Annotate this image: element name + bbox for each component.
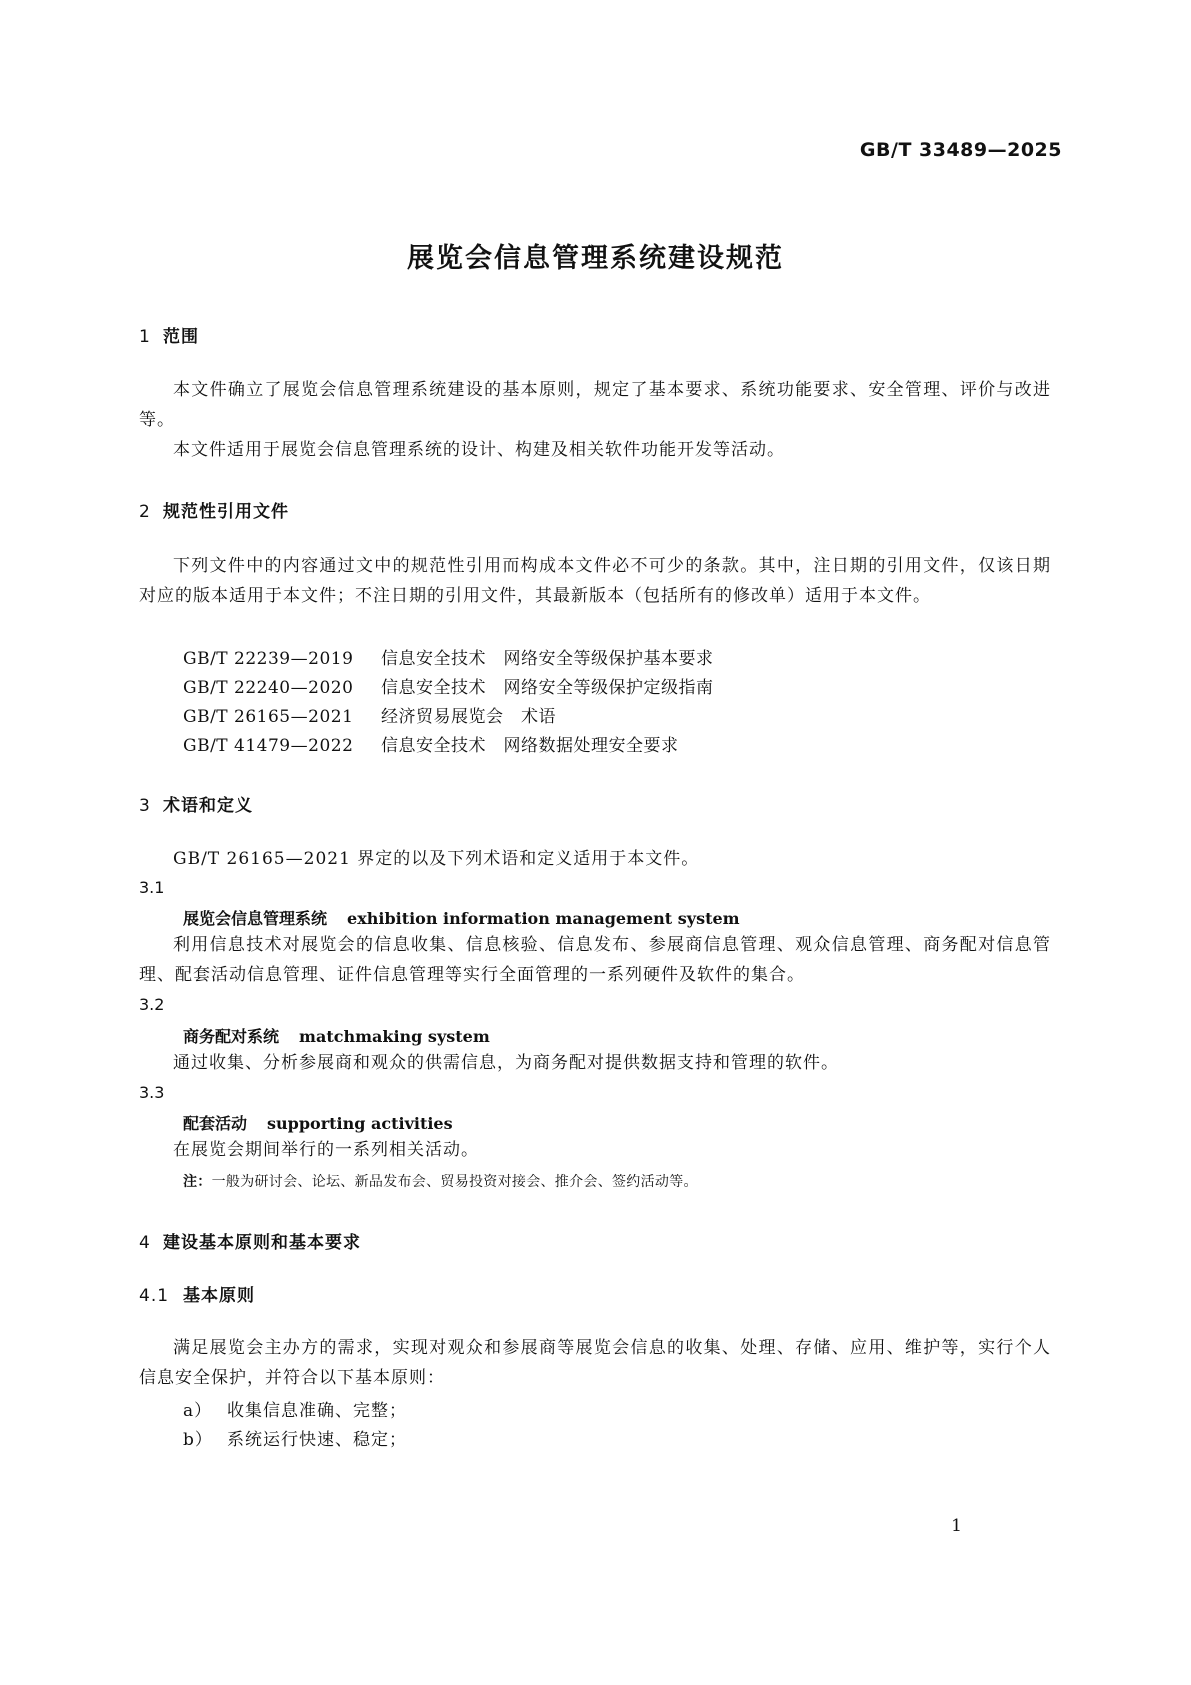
subsection-4-1-intro: 满足展览会主办方的需求，实现对观众和参展商等展览会信息的收集、处理、存储、应用、维护等，实行个人信息安全保护，并符合以下基本原则： — [139, 1338, 1051, 1388]
section-title: 建设基本原则和基本要求 — [163, 1233, 361, 1253]
section-number: 4.1 — [139, 1286, 170, 1306]
reference-line — [183, 731, 679, 756]
section-3-heading — [139, 791, 253, 816]
term-number: 3.3 — [139, 1083, 165, 1102]
term-heading — [183, 1111, 453, 1134]
section-1-heading — [139, 322, 199, 347]
section-number: 2 — [139, 502, 151, 522]
term-chinese: 配套活动 — [183, 1114, 248, 1133]
reference-title: 信息安全技术 网络安全等级保护基本要求 — [381, 649, 714, 669]
reference-code: GB/T 26165—2021 — [183, 707, 354, 727]
note-text: 一般为研讨会、论坛、新品发布会、贸易投资对接会、推介会、签约活动等。 — [211, 1174, 698, 1190]
term-heading — [183, 906, 740, 929]
section-number: 1 — [139, 327, 151, 347]
document-title: 展览会信息管理系统建设规范 — [407, 243, 784, 274]
section-title: 范围 — [163, 327, 199, 347]
reference-title: 经济贸易展览会 术语 — [381, 707, 556, 727]
reference-line — [183, 702, 556, 727]
section-1-paragraph-1: 本文件确立了展览会信息管理系统建设的基本原则，规定了基本要求、系统功能要求、安全管理、评价与改进等。 — [139, 380, 1051, 430]
term-english: supporting activities — [267, 1114, 453, 1133]
subsection-4-1-heading — [139, 1281, 255, 1306]
note-label: 注： — [183, 1174, 212, 1190]
term-number: 3.2 — [139, 995, 165, 1014]
term-english: matchmaking system — [299, 1027, 490, 1046]
term-chinese: 展览会信息管理系统 — [183, 909, 328, 928]
list-marker: a） — [183, 1401, 213, 1421]
list-marker: b） — [183, 1430, 213, 1450]
reference-line — [183, 644, 714, 669]
reference-title: 信息安全技术 网络安全等级保护定级指南 — [381, 678, 714, 698]
reference-code: GB/T 22239—2019 — [183, 649, 354, 669]
term-definition: 利用信息技术对展览会的信息收集、信息核验、信息发布、参展商信息管理、观众信息管理、商务配对信息管理、配套活动信息管理、证件信息管理等实行全面管理的一系列硬件及软件的集合。 — [139, 935, 1051, 985]
reference-code: GB/T 22240—2020 — [183, 678, 354, 698]
term-definition: 通过收集、分析参展商和观众的供需信息，为商务配对提供数据支持和管理的软件。 — [173, 1053, 839, 1073]
section-title: 基本原则 — [183, 1286, 255, 1306]
section-4-heading — [139, 1228, 361, 1253]
section-title: 术语和定义 — [163, 796, 253, 816]
term-english: exhibition information management system — [347, 909, 740, 928]
standard-code: GB/T 33489—2025 — [859, 139, 1062, 161]
list-item — [183, 1396, 407, 1421]
page-number: 1 — [951, 1516, 962, 1536]
section-1-paragraph-2: 本文件适用于展览会信息管理系统的设计、构建及相关软件功能开发等活动。 — [173, 440, 785, 460]
list-text: 系统运行快速、稳定； — [227, 1430, 407, 1450]
reference-code: GB/T 41479—2022 — [183, 736, 354, 756]
term-note — [183, 1171, 698, 1191]
section-2-heading — [139, 497, 289, 522]
term-definition: 在展览会期间举行的一系列相关活动。 — [173, 1140, 479, 1160]
term-heading — [183, 1024, 490, 1047]
section-3-intro: GB/T 26165—2021 界定的以及下列术语和定义适用于本文件。 — [173, 849, 700, 869]
term-number: 3.1 — [139, 878, 165, 897]
list-item — [183, 1425, 407, 1450]
reference-title: 信息安全技术 网络数据处理安全要求 — [381, 736, 679, 756]
list-text: 收集信息准确、完整； — [227, 1401, 407, 1421]
term-chinese: 商务配对系统 — [183, 1027, 280, 1046]
reference-line — [183, 673, 714, 698]
section-number: 4 — [139, 1233, 151, 1253]
section-number: 3 — [139, 796, 151, 816]
section-2-intro: 下列文件中的内容通过文中的规范性引用而构成本文件必不可少的条款。其中，注日期的引用文件，仅该日期对应的版本适用于本文件；不注日期的引用文件，其最新版本（包括所有的修改单）适用于本文件。 — [139, 556, 1051, 606]
section-title: 规范性引用文件 — [163, 502, 289, 522]
